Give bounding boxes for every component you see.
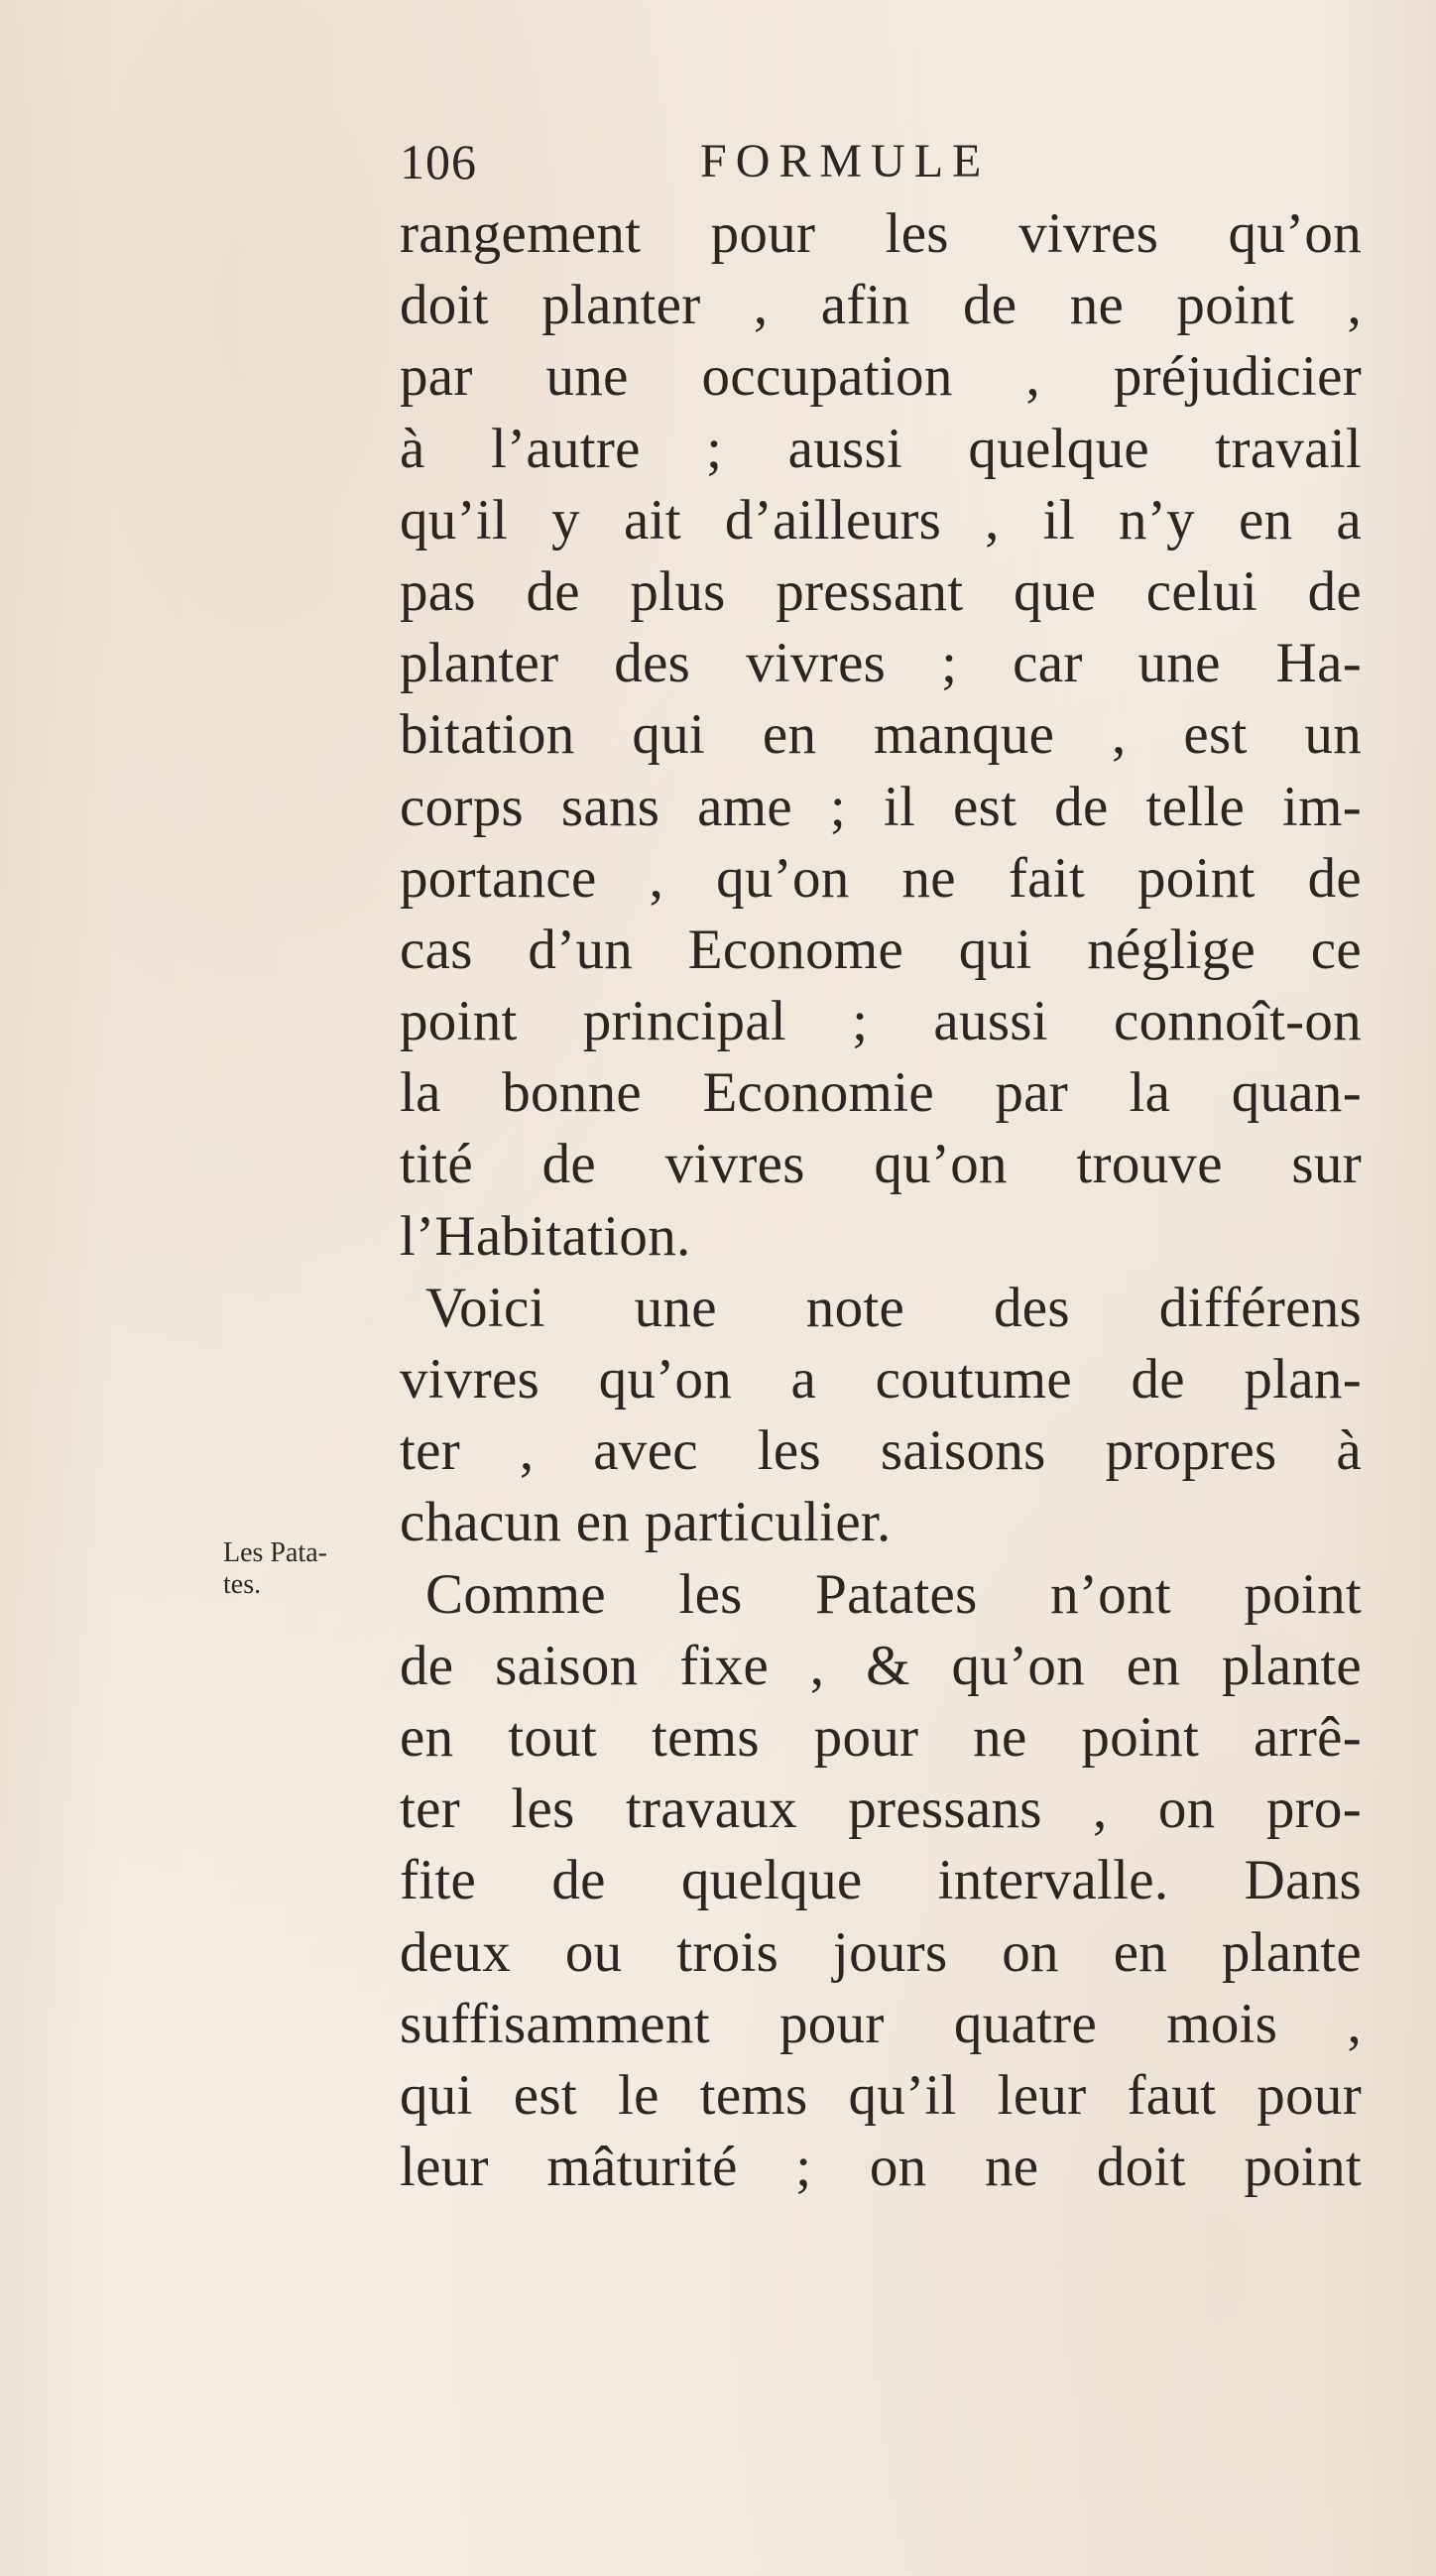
text-line: point principal ; aussi connoît-on [400, 990, 1362, 1053]
text-line: leur mâturité ; on ne doit point [400, 2136, 1362, 2199]
text-line: fite de quelque intervalle. Dans [400, 1849, 1362, 1912]
text-line: suffisamment pour quatre mois , [400, 1992, 1362, 2055]
text-line: à l’autre ; aussi quelque travail [400, 417, 1362, 480]
paragraph-start-line: Voici une note des différens [425, 1276, 1362, 1339]
text-line: rangement pour les vivres qu’on [400, 202, 1362, 265]
text-line: la bonne Economie par la quan- [400, 1061, 1362, 1125]
paragraph-end-line: chacun en particulier. [400, 1491, 892, 1554]
running-title: FORMULE [700, 135, 991, 187]
text-line: doit planter , afin de ne point , [400, 274, 1362, 337]
marginal-note [223, 1537, 392, 1601]
marginal-note-line: tes. [223, 1569, 262, 1600]
text-line: portance , qu’on ne fait point de [400, 846, 1362, 910]
paragraph-end-line: l’Habitation. [400, 1204, 691, 1268]
text-line: en tout tems pour ne point arrê- [400, 1705, 1362, 1769]
text-line: bitation qui en manque , est un [400, 703, 1362, 767]
marginal-note-line: Les Pata- [223, 1537, 327, 1568]
text-line: ter , avec les saisons propres à [400, 1419, 1362, 1483]
text-line: qu’il y ait d’ailleurs , il n’y en a [400, 488, 1362, 552]
text-line: corps sans ame ; il est de telle im- [400, 775, 1362, 838]
text-line: cas d’un Econome qui néglige ce [400, 918, 1362, 981]
page-number: 106 [400, 134, 477, 189]
text-line: tité de vivres qu’on trouve sur [400, 1133, 1362, 1196]
text-line: deux ou trois jours on en plante [400, 1920, 1362, 1984]
text-line: qui est le tems qu’il leur faut pour [400, 2063, 1362, 2127]
text-line: planter des vivres ; car une Ha- [400, 632, 1362, 695]
body-text [400, 198, 1362, 2203]
text-line: pas de plus pressant que celui de [400, 559, 1362, 623]
text-line: de saison fixe , & qu’on en plante [400, 1634, 1362, 1697]
text-line: ter les travaux pressans , on pro- [400, 1778, 1362, 1841]
paragraph-start-line: Comme les Patates n’ont point [425, 1562, 1362, 1626]
text-line: vivres qu’on a coutume de plan- [400, 1348, 1362, 1411]
text-line: par une occupation , préjudicier [400, 345, 1362, 409]
page-header [400, 127, 1391, 196]
